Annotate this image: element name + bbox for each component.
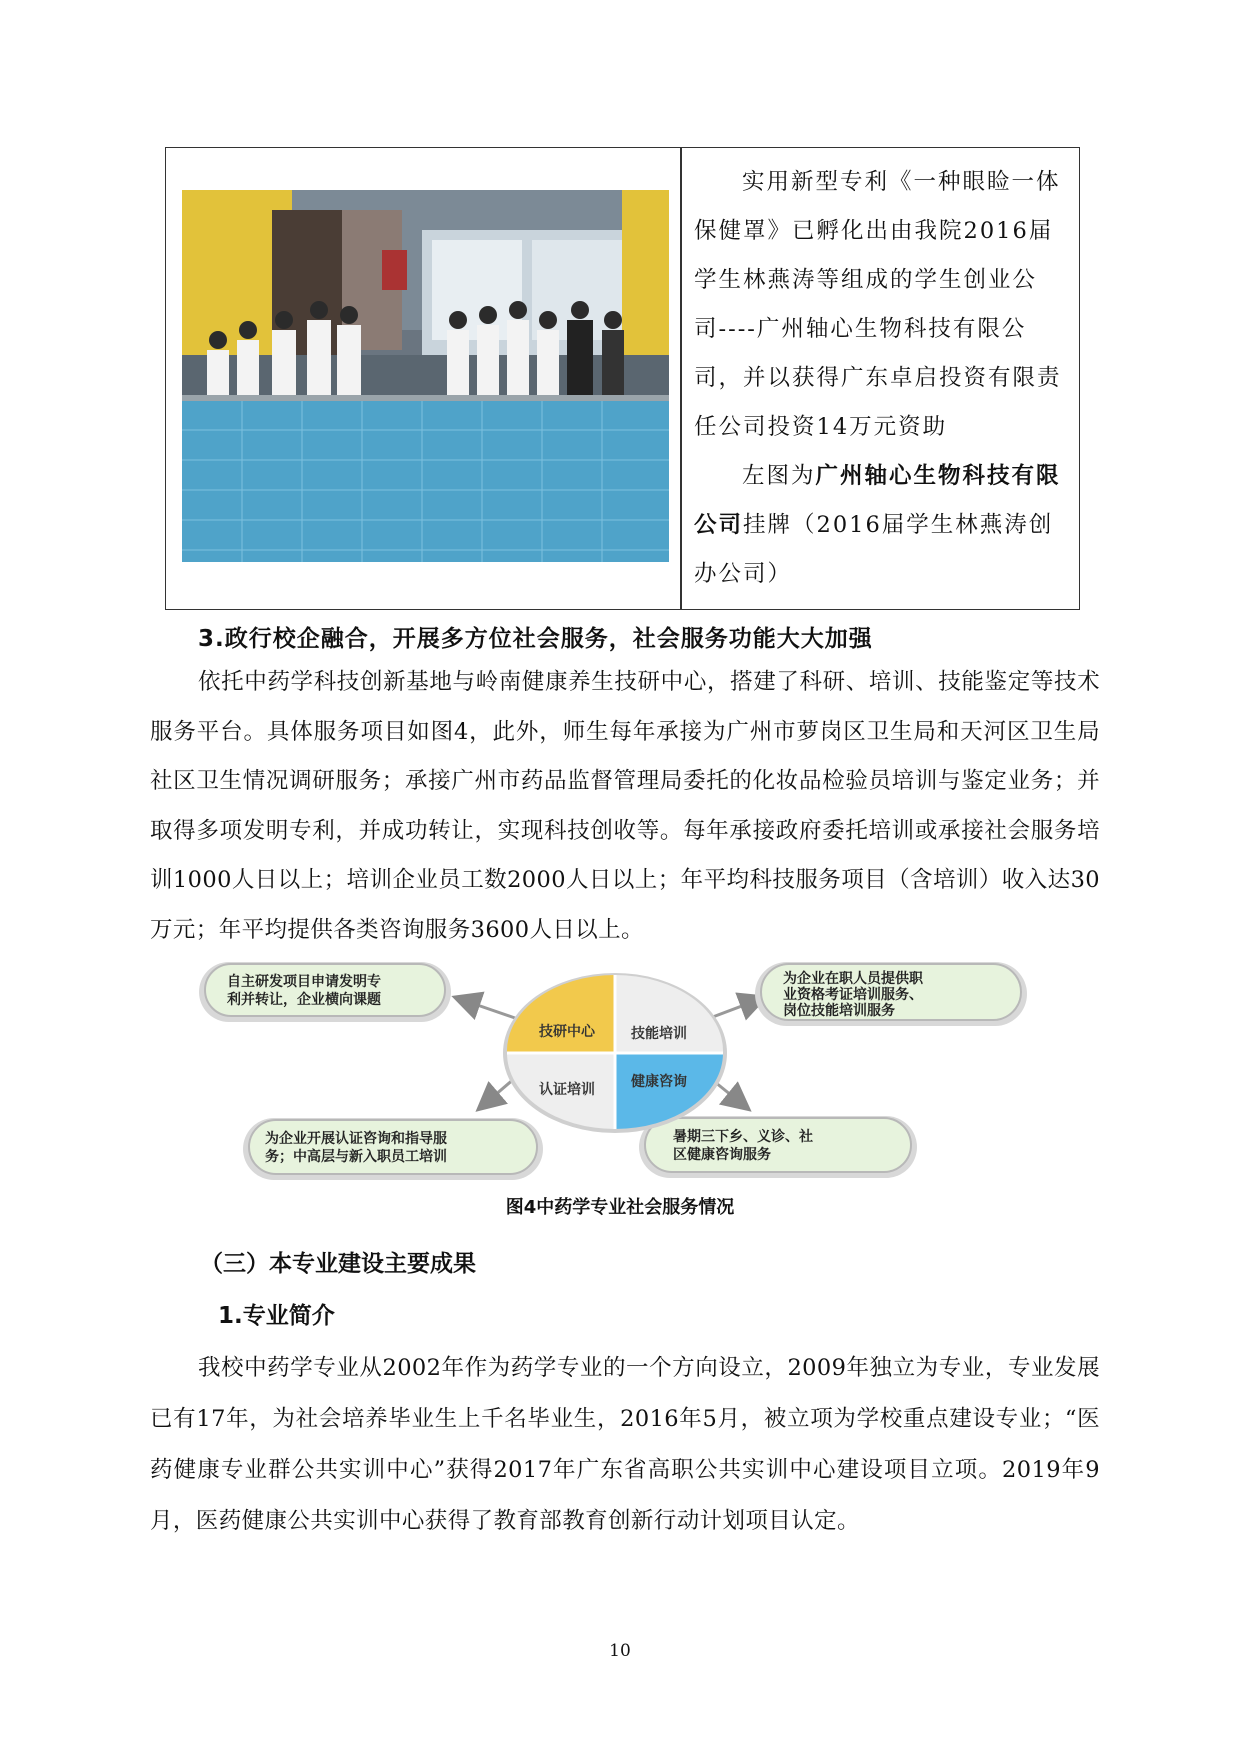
company-name: 广州轴心生物科技有限公司	[694, 463, 1061, 538]
patent-paragraph: 实用新型专利《一种眼睑一体保健罩》已孵化出由我院2016届学生林燕涛等组成的学生创业公司----广州轴心生物科技有限公司，并以获得广东卓启投资有限责任公司投资14万元资助	[694, 169, 1062, 440]
diagram-box-tl	[199, 962, 451, 1022]
caption-prefix: 左图为	[742, 463, 816, 489]
diagram-box-tr	[755, 962, 1027, 1026]
quadrant-q2: 技能培训	[631, 1026, 687, 1042]
diagram-box-br	[639, 1116, 917, 1178]
diagram-box-bl	[243, 1118, 543, 1180]
box-bl-line1: 为企业开展认证咨询和指导服	[265, 1131, 447, 1147]
intro-paragraph: 我校中药学专业从2002年作为药学专业的一个方向设立，2009年独立为专业，专业发展已有17年，为社会培养毕业生上千名毕业生，2016年5月，被立项为学校重点建设专业；“医药健康专业群公共实训中心”获得2017年广东省高职公共实训中心建设项目立项。2019年9月，医药健康公共实训中心获得了教育部教育创新行动计划项目认定。	[150, 1355, 1100, 1534]
figure-caption: 图4中药学专业社会服务情况	[505, 1197, 735, 1218]
table-description	[694, 158, 1069, 599]
service-paragraph: 依托中药学科技创新基地与岭南健康养生技研中心，搭建了科研、培训、技能鉴定等技术服务平台。具体服务项目如图4，此外，师生每年承接为广州市萝岗区卫生局和天河区卫生局社区卫生情况调研服务；承接广州市药品监督管理局委托的化妆品检验员培训与鉴定业务；并取得多项发明专利，并成功转让，实现科技创收等。每年承接政府委托培训或承接社会服务培训1000人日以上；培训企业员工数2000人日以上；年平均科技服务项目（含培训）收入达30万元；年平均提供各类咨询服务3600人日以上。	[150, 669, 1100, 943]
service-diagram	[195, 958, 1035, 1190]
info-table	[165, 147, 1080, 610]
box-br-line1: 暑期三下乡、义诊、社	[673, 1129, 813, 1145]
sub-title: 1.专业简介	[218, 1303, 335, 1329]
quadrant-q3: 认证培训	[539, 1082, 595, 1098]
section-title: （三）本专业建设主要成果	[200, 1251, 476, 1277]
quadrant-q1: 技研中心	[539, 1024, 595, 1040]
box-tr-line1: 为企业在职人员提供职	[783, 971, 923, 987]
diagram-center	[503, 973, 727, 1133]
box-tl-line1: 自主研发项目申请发明专	[227, 974, 381, 990]
box-tl-line2: 利并转让，企业横向课题	[227, 992, 381, 1008]
box-tr-line3: 岗位技能培训服务	[783, 1003, 895, 1019]
section-heading-3: 3.政行校企融合，开展多方位社会服务，社会服务功能大大加强	[198, 626, 873, 652]
box-br-line2: 区健康咨询服务	[673, 1147, 771, 1163]
box-bl-line2: 务；中高层与新入职员工培训	[265, 1149, 447, 1165]
caption-suffix: 挂牌（2016届学生林燕涛创办公司）	[694, 512, 1054, 587]
box-tr-line2: 业资格考证培训服务、	[783, 987, 923, 1003]
company-plaque-photo	[182, 190, 669, 562]
plaque-caption	[694, 452, 1069, 599]
page-number: 10	[609, 1641, 631, 1661]
quadrant-q4: 健康咨询	[631, 1074, 687, 1090]
table-divider	[680, 148, 682, 609]
